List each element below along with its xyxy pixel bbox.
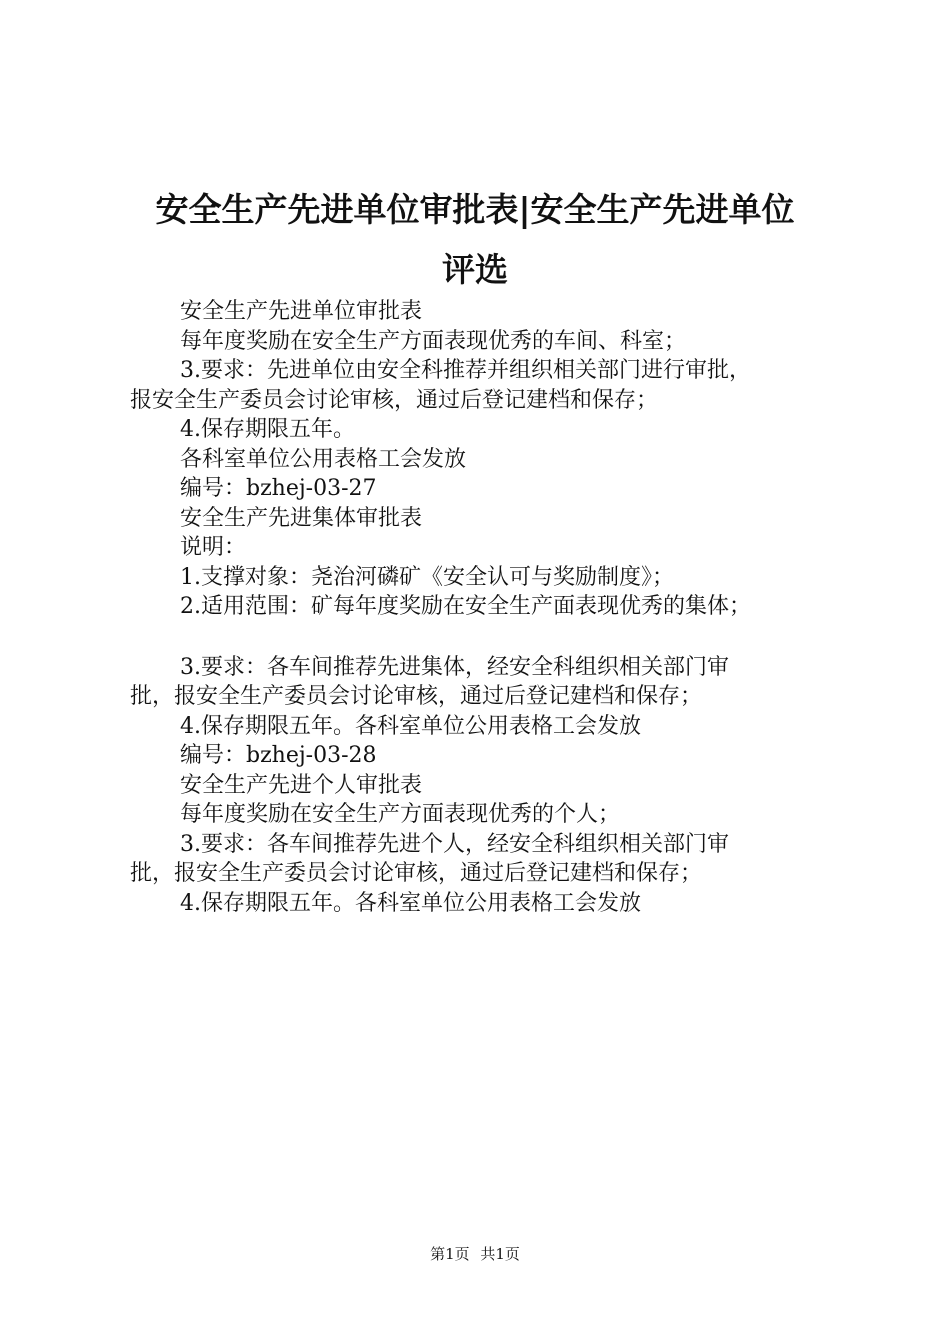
- paragraph-line: 批，报安全生产委员会讨论审核，通过后登记建档和保存；: [130, 684, 703, 709]
- paragraph-line: 3.要求：各车间推荐先进集体，经安全科组织相关部门审: [180, 654, 729, 680]
- page-footer: [0, 1244, 950, 1264]
- paragraph-line: 编号：bzhej-03-28: [180, 743, 377, 768]
- paragraph-spacer: [130, 622, 850, 653]
- paragraph-line: 3.要求：先进单位由安全科推荐并组织相关部门进行审批，: [180, 358, 751, 383]
- document-title-line-1: 安全生产先进单位审批表|安全生产先进单位: [155, 190, 795, 229]
- paragraph-line: 4.保存期限五年。各科室单位公用表格工会发放: [180, 713, 641, 739]
- paragraph-line: 各科室单位公用表格工会发放: [180, 446, 467, 472]
- paragraph-line: 3.要求：各车间推荐先进个人，经安全科组织相关部门审: [180, 831, 729, 857]
- paragraph-line: 批，报安全生产委员会讨论审核，通过后登记建档和保存；: [130, 861, 703, 886]
- paragraph-line: 每年度奖励在安全生产方面表现优秀的个人；: [180, 802, 621, 827]
- paragraph-line: 安全生产先进集体审批表: [180, 505, 423, 531]
- paragraph-line: 4.保存期限五年。各科室单位公用表格工会发放: [180, 890, 641, 916]
- paragraph-line: 1.支撑对象：尧治河磷矿《安全认可与奖励制度》；: [180, 564, 674, 590]
- page-number-current: 第1页: [430, 1245, 470, 1263]
- document-body: [130, 297, 850, 918]
- paragraph-line: 说明：: [180, 535, 247, 560]
- paragraph-line: 编号：bzhej-03-27: [180, 476, 377, 501]
- paragraph-line: 4.保存期限五年。: [180, 417, 355, 442]
- paragraph-line: 安全生产先进单位审批表: [180, 299, 423, 324]
- page-number-total: 共1页: [480, 1245, 520, 1263]
- paragraph-line: 安全生产先进个人审批表: [180, 772, 423, 798]
- paragraph-line: 每年度奖励在安全生产方面表现优秀的车间、科室；: [180, 328, 687, 354]
- paragraph-line: 2.适用范围：矿每年度奖励在安全生产面表现优秀的集体；: [180, 594, 751, 619]
- document-title-line-2: 评选: [442, 250, 508, 289]
- paragraph-line: 报安全生产委员会讨论审核，通过后登记建档和保存；: [130, 387, 659, 413]
